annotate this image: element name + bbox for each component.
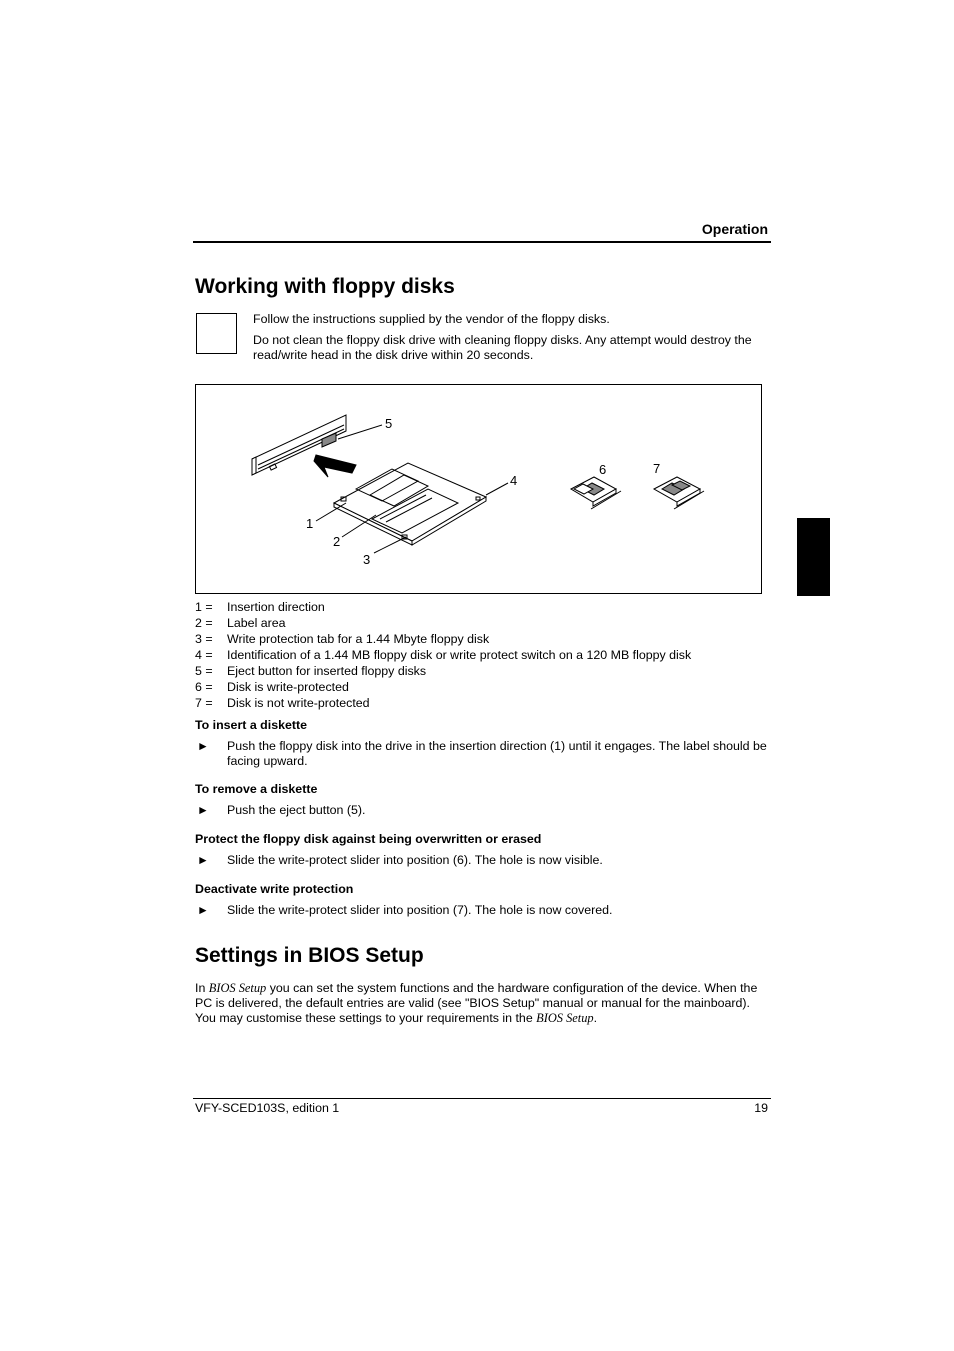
bullet-arrow-icon: ►	[197, 739, 209, 753]
insertion-arrow-icon	[314, 455, 356, 477]
legend-text: Identification of a 1.44 MB floppy disk or write protect switch on a 120 MB floppy disk	[227, 648, 692, 662]
procedure-heading-insert: To insert a diskette	[195, 718, 308, 732]
section-title-bios: Settings in BIOS Setup	[195, 944, 424, 967]
procedure-step-insert: Push the floppy disk into the drive in the insertion direction (1) until it engages. The label should be facing upward.	[227, 739, 767, 768]
legend-item	[195, 615, 775, 631]
procedure-heading-remove: To remove a diskette	[195, 782, 318, 796]
section-title-floppy: Working with floppy disks	[195, 275, 455, 298]
legend-text: Write protection tab for a 1.44 Mbyte floppy disk	[227, 632, 490, 646]
running-header: Operation	[701, 221, 768, 237]
figure-callout-1: 1	[306, 516, 314, 531]
procedure-step-deactivate: Slide the write-protect slider into position (7). The hole is now covered.	[227, 903, 613, 917]
bullet-arrow-icon: ►	[197, 903, 209, 917]
bullet-arrow-icon: ►	[197, 853, 209, 867]
legend-number: 6 =	[195, 680, 213, 694]
legend-number: 1 =	[195, 600, 213, 614]
legend-number: 3 =	[195, 632, 213, 646]
legend-item	[195, 695, 775, 711]
chapter-tab-marker	[797, 518, 830, 596]
legend-item	[195, 647, 775, 663]
legend-item	[195, 679, 775, 695]
footer-rule	[193, 1098, 771, 1099]
legend-number: 5 =	[195, 664, 213, 678]
figure-callout-7: 7	[653, 461, 661, 476]
legend-item	[195, 599, 775, 615]
note-paragraph-1: Follow the instructions supplied by the vendor of the floppy disks.	[253, 312, 610, 326]
legend-number: 7 =	[195, 696, 213, 710]
procedure-heading-deactivate: Deactivate write protection	[195, 882, 354, 896]
legend-text: Label area	[227, 616, 286, 630]
bios-paragraph: In BIOS Setup you can set the system functions and the hardware configuration of the device. When the PC is delivered, the default entries are valid (see "BIOS Setup" manual or manual for the mainboard). You may customise these settings to your requirements in the BIOS Setup.	[195, 981, 758, 1025]
floppy-disk-figure	[195, 384, 762, 594]
floppy-disk-drawing	[334, 463, 486, 545]
figure-legend	[195, 599, 775, 711]
write-protected-detail	[571, 477, 621, 509]
procedure-step-remove: Push the eject button (5).	[227, 803, 366, 817]
procedure-step-protect: Slide the write-protect slider into position (6). The hole is now visible.	[227, 853, 603, 867]
legend-text: Disk is write-protected	[227, 680, 349, 694]
not-write-protected-detail	[654, 477, 704, 509]
legend-number: 4 =	[195, 648, 213, 662]
floppy-illustration	[196, 385, 761, 593]
legend-number: 2 =	[195, 616, 213, 630]
footer-document-id: VFY-SCED103S, edition 1	[195, 1101, 340, 1115]
figure-callout-6: 6	[599, 462, 607, 477]
bios-setup-term: BIOS Setup	[208, 981, 267, 995]
legend-text: Disk is not write-protected	[227, 696, 370, 710]
note-icon	[196, 313, 237, 354]
bullet-arrow-icon: ►	[197, 803, 209, 817]
figure-callout-5: 5	[385, 416, 393, 431]
legend-item	[195, 663, 775, 679]
footer-page-number: 19	[754, 1101, 768, 1115]
figure-callout-3: 3	[363, 552, 371, 567]
procedure-heading-protect: Protect the floppy disk against being overwritten or erased	[195, 832, 542, 846]
header-rule	[193, 241, 771, 243]
note-paragraph-2: Do not clean the floppy disk drive with cleaning floppy disks. Any attempt would destroy the read/write head in the disk drive within 20 seconds.	[253, 333, 752, 362]
figure-callout-2: 2	[333, 534, 341, 549]
legend-item	[195, 631, 775, 647]
legend-text: Insertion direction	[227, 600, 325, 614]
figure-callout-4: 4	[510, 473, 518, 488]
bios-setup-term: BIOS Setup	[536, 1011, 594, 1025]
legend-text: Eject button for inserted floppy disks	[227, 664, 427, 678]
